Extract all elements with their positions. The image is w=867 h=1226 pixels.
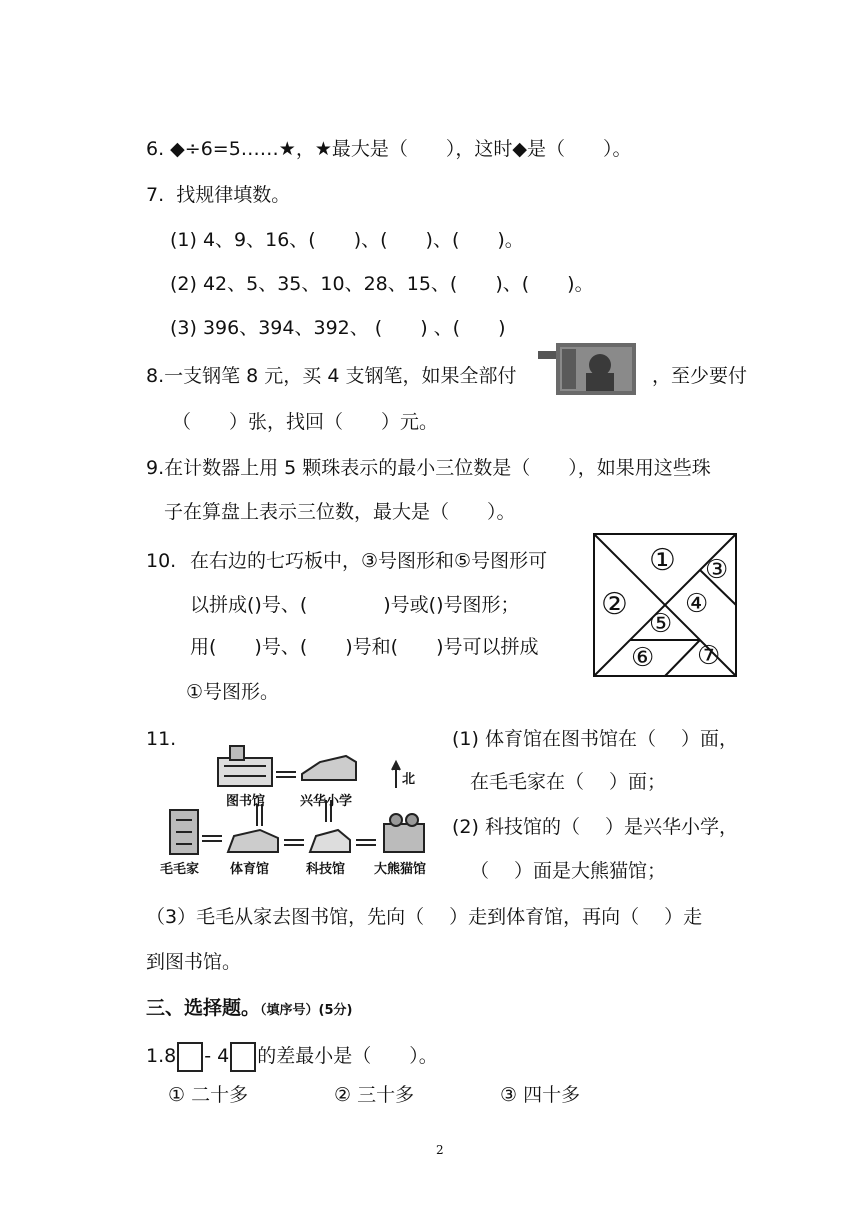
question-8-line-1: 8.一支钢笔 8 元，买 4 支钢笔，如果全部付 xyxy=(146,365,517,387)
question-7-title: 7. 找规律填数。 xyxy=(146,184,291,206)
question-11-right-3: (2) 科技馆的（ ）是兴华小学， xyxy=(452,816,738,838)
question-11-sub-3-line-1: （3）毛毛从家去图书馆，先向（ ）走到体育馆，再向（ ）走 xyxy=(146,906,703,928)
question-11-sub-3-line-2: 到图书馆。 xyxy=(146,951,242,973)
tangram-label-5: ⑤ xyxy=(649,609,673,639)
question-7-item-1: (1) 4、9、16、( )、( )、( )。 xyxy=(170,229,524,251)
tangram-label-2: ② xyxy=(601,587,628,622)
question-11-right-1: (1) 体育馆在图书馆在（ ）面， xyxy=(452,728,738,750)
question-7-item-3: (3) 396、394、392、 ( ) 、( ) xyxy=(170,317,506,339)
tangram-label-1: ① xyxy=(649,543,676,578)
page-number: 2 xyxy=(436,1143,444,1157)
tangram-label-6: ⑥ xyxy=(631,643,655,673)
section-3-title-text: 三、选择题。 xyxy=(146,997,261,1019)
question-11-right-4: （ ）面是大熊猫馆； xyxy=(470,860,667,882)
digit-box-1[interactable] xyxy=(177,1042,203,1072)
map-label-school: 兴华小学 xyxy=(300,794,353,809)
question-11-number: 11. xyxy=(146,728,177,750)
map-label-north: 北 xyxy=(402,772,416,787)
question-10-line-2: 以拼成()号、( )号或()号图形； xyxy=(190,594,520,616)
section-3-title xyxy=(146,996,352,1023)
tangram-label-3: ③ xyxy=(705,555,729,585)
question-10-number: 10. xyxy=(146,550,177,572)
map-label-science: 科技馆 xyxy=(306,862,346,877)
question-10-line-4: ①号图形。 xyxy=(186,681,280,703)
question-8-line-1-end: ，至少要付 xyxy=(652,365,748,387)
map-label-gym: 体育馆 xyxy=(230,862,270,877)
question-6: 6. ◆÷6=5……★，★最大是（ ），这时◆是（ ）。 xyxy=(146,138,632,160)
map-label-panda: 大熊猫馆 xyxy=(374,862,427,877)
mc-question-1-suffix: 的差最小是（ ）。 xyxy=(257,1045,438,1067)
digit-box-2[interactable] xyxy=(230,1042,256,1072)
tangram-label-4: ④ xyxy=(685,589,709,619)
mc-question-1-mid: - 4 xyxy=(204,1045,230,1067)
question-10-line-1: 在右边的七巧板中，③号图形和⑤号图形可 xyxy=(190,550,548,572)
question-10-line-3: 用( )号、( )号和( )号可以拼成 xyxy=(190,636,539,658)
mc-option-2[interactable]: ② 三十多 xyxy=(334,1084,415,1106)
section-3-note: （填序号）(5分) xyxy=(260,1003,353,1018)
question-11-right-2: 在毛毛家在（ ）面； xyxy=(470,771,667,793)
map-label-home: 毛毛家 xyxy=(160,862,200,877)
mc-question-1-prefix: 1.8 xyxy=(146,1045,177,1067)
tangram-label-7: ⑦ xyxy=(697,641,721,671)
question-9-line-1: 9.在计数器上用 5 颗珠表示的最小三位数是（ ），如果用这些珠 xyxy=(146,457,711,479)
mc-option-3[interactable]: ③ 四十多 xyxy=(500,1084,581,1106)
mc-question-1 xyxy=(146,1041,438,1072)
question-7-item-2: (2) 42、5、35、10、28、15、( )、( )。 xyxy=(170,273,594,295)
map-label-library: 图书馆 xyxy=(226,794,266,809)
tangram-figure xyxy=(593,533,737,677)
question-9-line-2: 子在算盘上表示三位数，最大是（ ）。 xyxy=(164,501,516,523)
rmb-banknote-icon xyxy=(538,343,638,395)
mc-option-1[interactable]: ① 二十多 xyxy=(168,1084,249,1106)
question-8-line-2: （ ）张，找回（ ）元。 xyxy=(172,411,439,433)
